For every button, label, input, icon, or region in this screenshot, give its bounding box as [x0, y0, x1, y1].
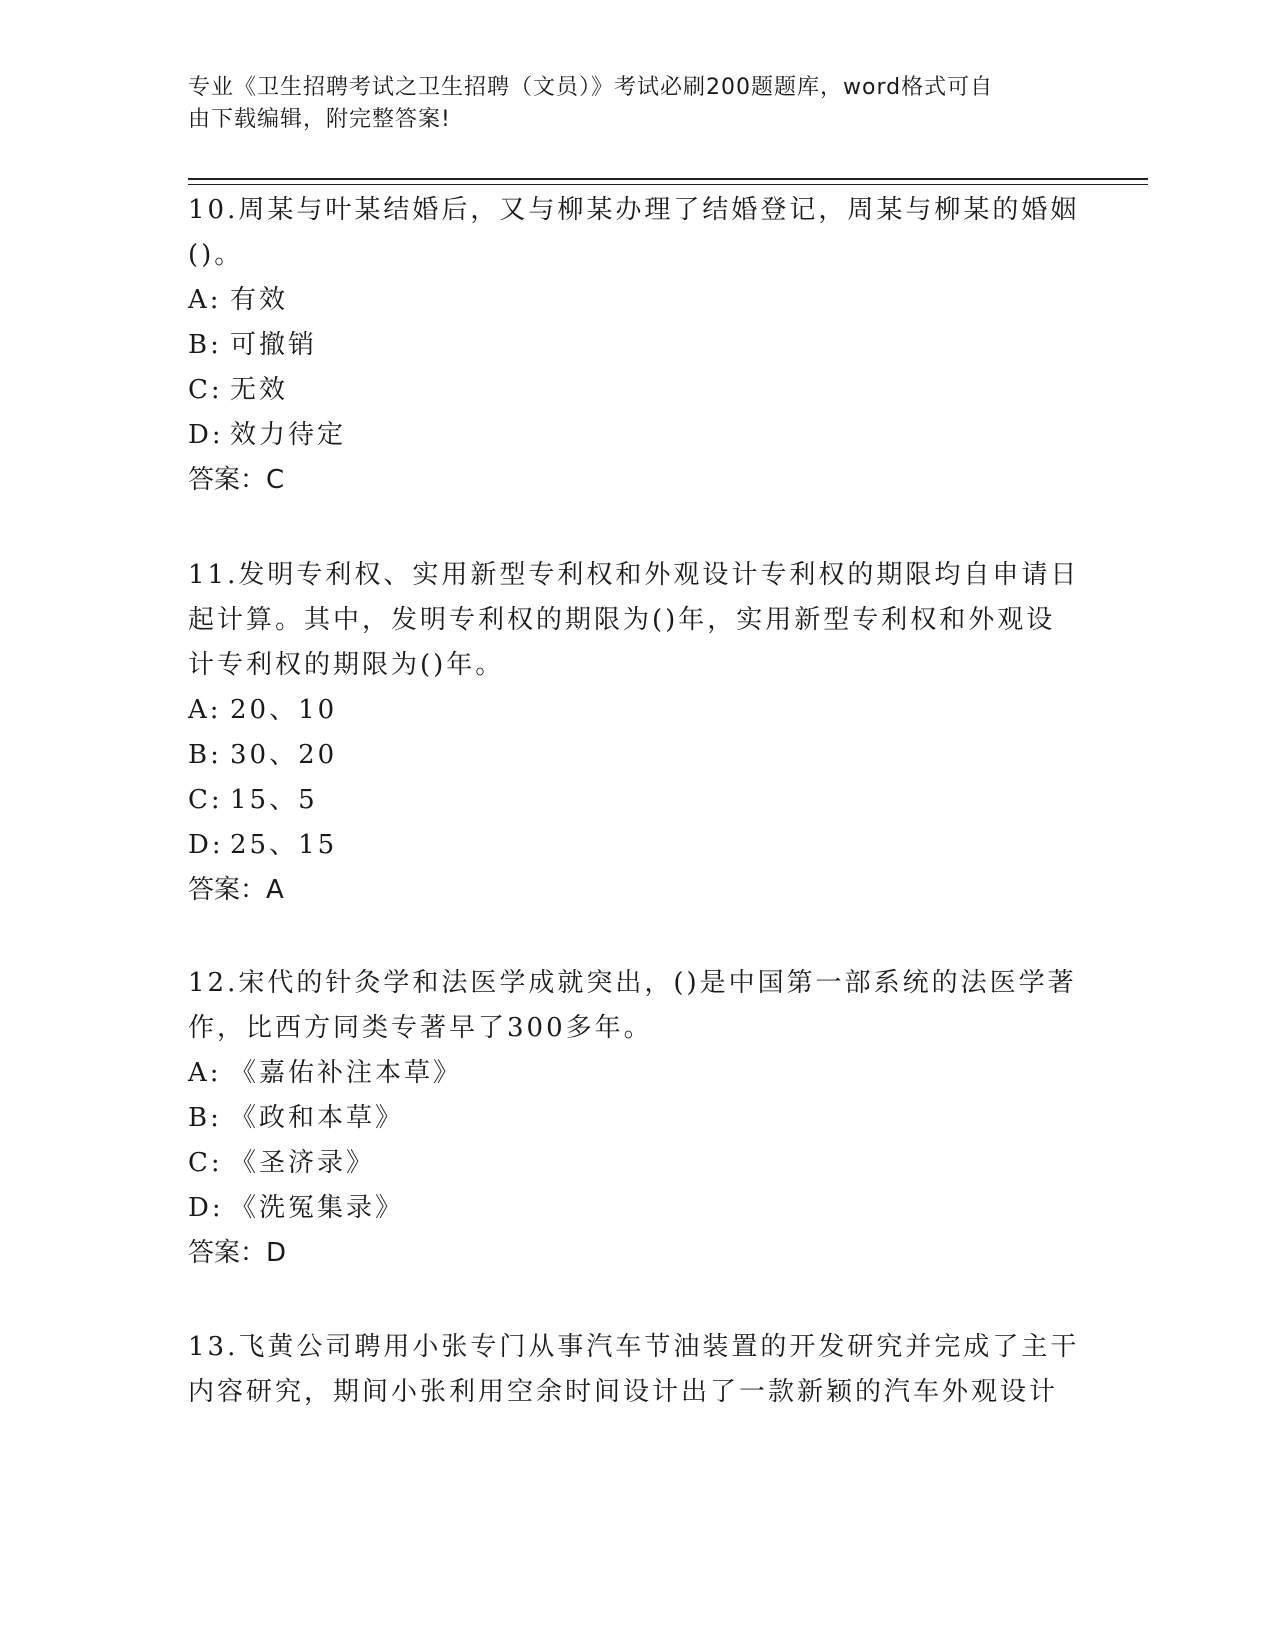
option-letter: A:	[188, 285, 222, 315]
option-letter: C:	[188, 1148, 223, 1178]
option-letter: B:	[188, 330, 222, 360]
option-a	[188, 688, 1088, 733]
option-text: 20、10	[230, 695, 338, 725]
option-letter: B:	[188, 1103, 222, 1133]
question-line: 作，比西方同类专著早了300多年。	[188, 1013, 653, 1043]
option-letter: C:	[188, 785, 223, 815]
option-letter: C:	[188, 375, 223, 405]
option-b	[188, 323, 1088, 368]
question-11	[188, 553, 1088, 913]
option-d	[188, 823, 1088, 868]
option-text: 《圣济录》	[230, 1148, 376, 1178]
option-letter: D:	[188, 420, 224, 450]
option-text: 《洗冤集录》	[230, 1193, 405, 1223]
question-line: 内容研究，期间小张利用空余时间设计出了一款新颖的汽车外观设计	[188, 1377, 1059, 1407]
option-text: 可撤销	[230, 330, 318, 360]
header-divider-thick	[188, 178, 1148, 180]
option-a	[188, 278, 1088, 323]
question-line: 11.发明专利权、实用新型专利权和外观设计专利权的期限均自申请日	[188, 560, 1080, 590]
option-letter: B:	[188, 740, 222, 770]
question-line: 10.周某与叶某结婚后，又与柳某办理了结婚登记，周某与柳某的婚姻	[188, 195, 1080, 225]
header-line-1: 专业《卫生招聘考试之卫生招聘（文员）》考试必刷200题题库，word格式可自	[188, 75, 994, 100]
option-letter: A:	[188, 1058, 222, 1088]
option-text: 《政和本草》	[230, 1103, 405, 1133]
option-text: 30、20	[230, 740, 338, 770]
option-text: 《嘉佑补注本草》	[230, 1058, 463, 1088]
option-c	[188, 368, 1088, 413]
document-header	[188, 72, 1068, 136]
option-c	[188, 778, 1088, 823]
option-text: 15、5	[230, 785, 318, 815]
option-letter: A:	[188, 695, 222, 725]
option-d	[188, 1186, 1088, 1231]
answer-line: 答案：D	[188, 1238, 287, 1268]
question-line: 起计算。其中，发明专利权的期限为()年，实用新型专利权和外观设	[188, 605, 1056, 635]
option-text: 无效	[230, 375, 289, 405]
option-text: 有效	[230, 285, 289, 315]
question-line: ()。	[188, 240, 244, 270]
question-13	[188, 1325, 1088, 1415]
question-line: 13.飞黄公司聘用小张专门从事汽车节油装置的开发研究并完成了主干	[188, 1332, 1080, 1362]
option-letter: D:	[188, 830, 224, 860]
question-12	[188, 961, 1088, 1276]
question-line: 12.宋代的针灸学和法医学成就突出，()是中国第一部系统的法医学著	[188, 968, 1077, 998]
question-10	[188, 188, 1088, 503]
option-text: 25、15	[230, 830, 338, 860]
option-c	[188, 1141, 1088, 1186]
option-text: 效力待定	[230, 420, 347, 450]
option-letter: D:	[188, 1193, 224, 1223]
header-line-2: 由下载编辑，附完整答案!	[188, 107, 451, 132]
option-d	[188, 413, 1088, 458]
answer-line: 答案：A	[188, 875, 284, 905]
question-line: 计专利权的期限为()年。	[188, 650, 505, 680]
option-b	[188, 1096, 1088, 1141]
answer-line: 答案：C	[188, 465, 285, 495]
option-a	[188, 1051, 1088, 1096]
header-divider-thin	[188, 184, 1148, 185]
option-b	[188, 733, 1088, 778]
